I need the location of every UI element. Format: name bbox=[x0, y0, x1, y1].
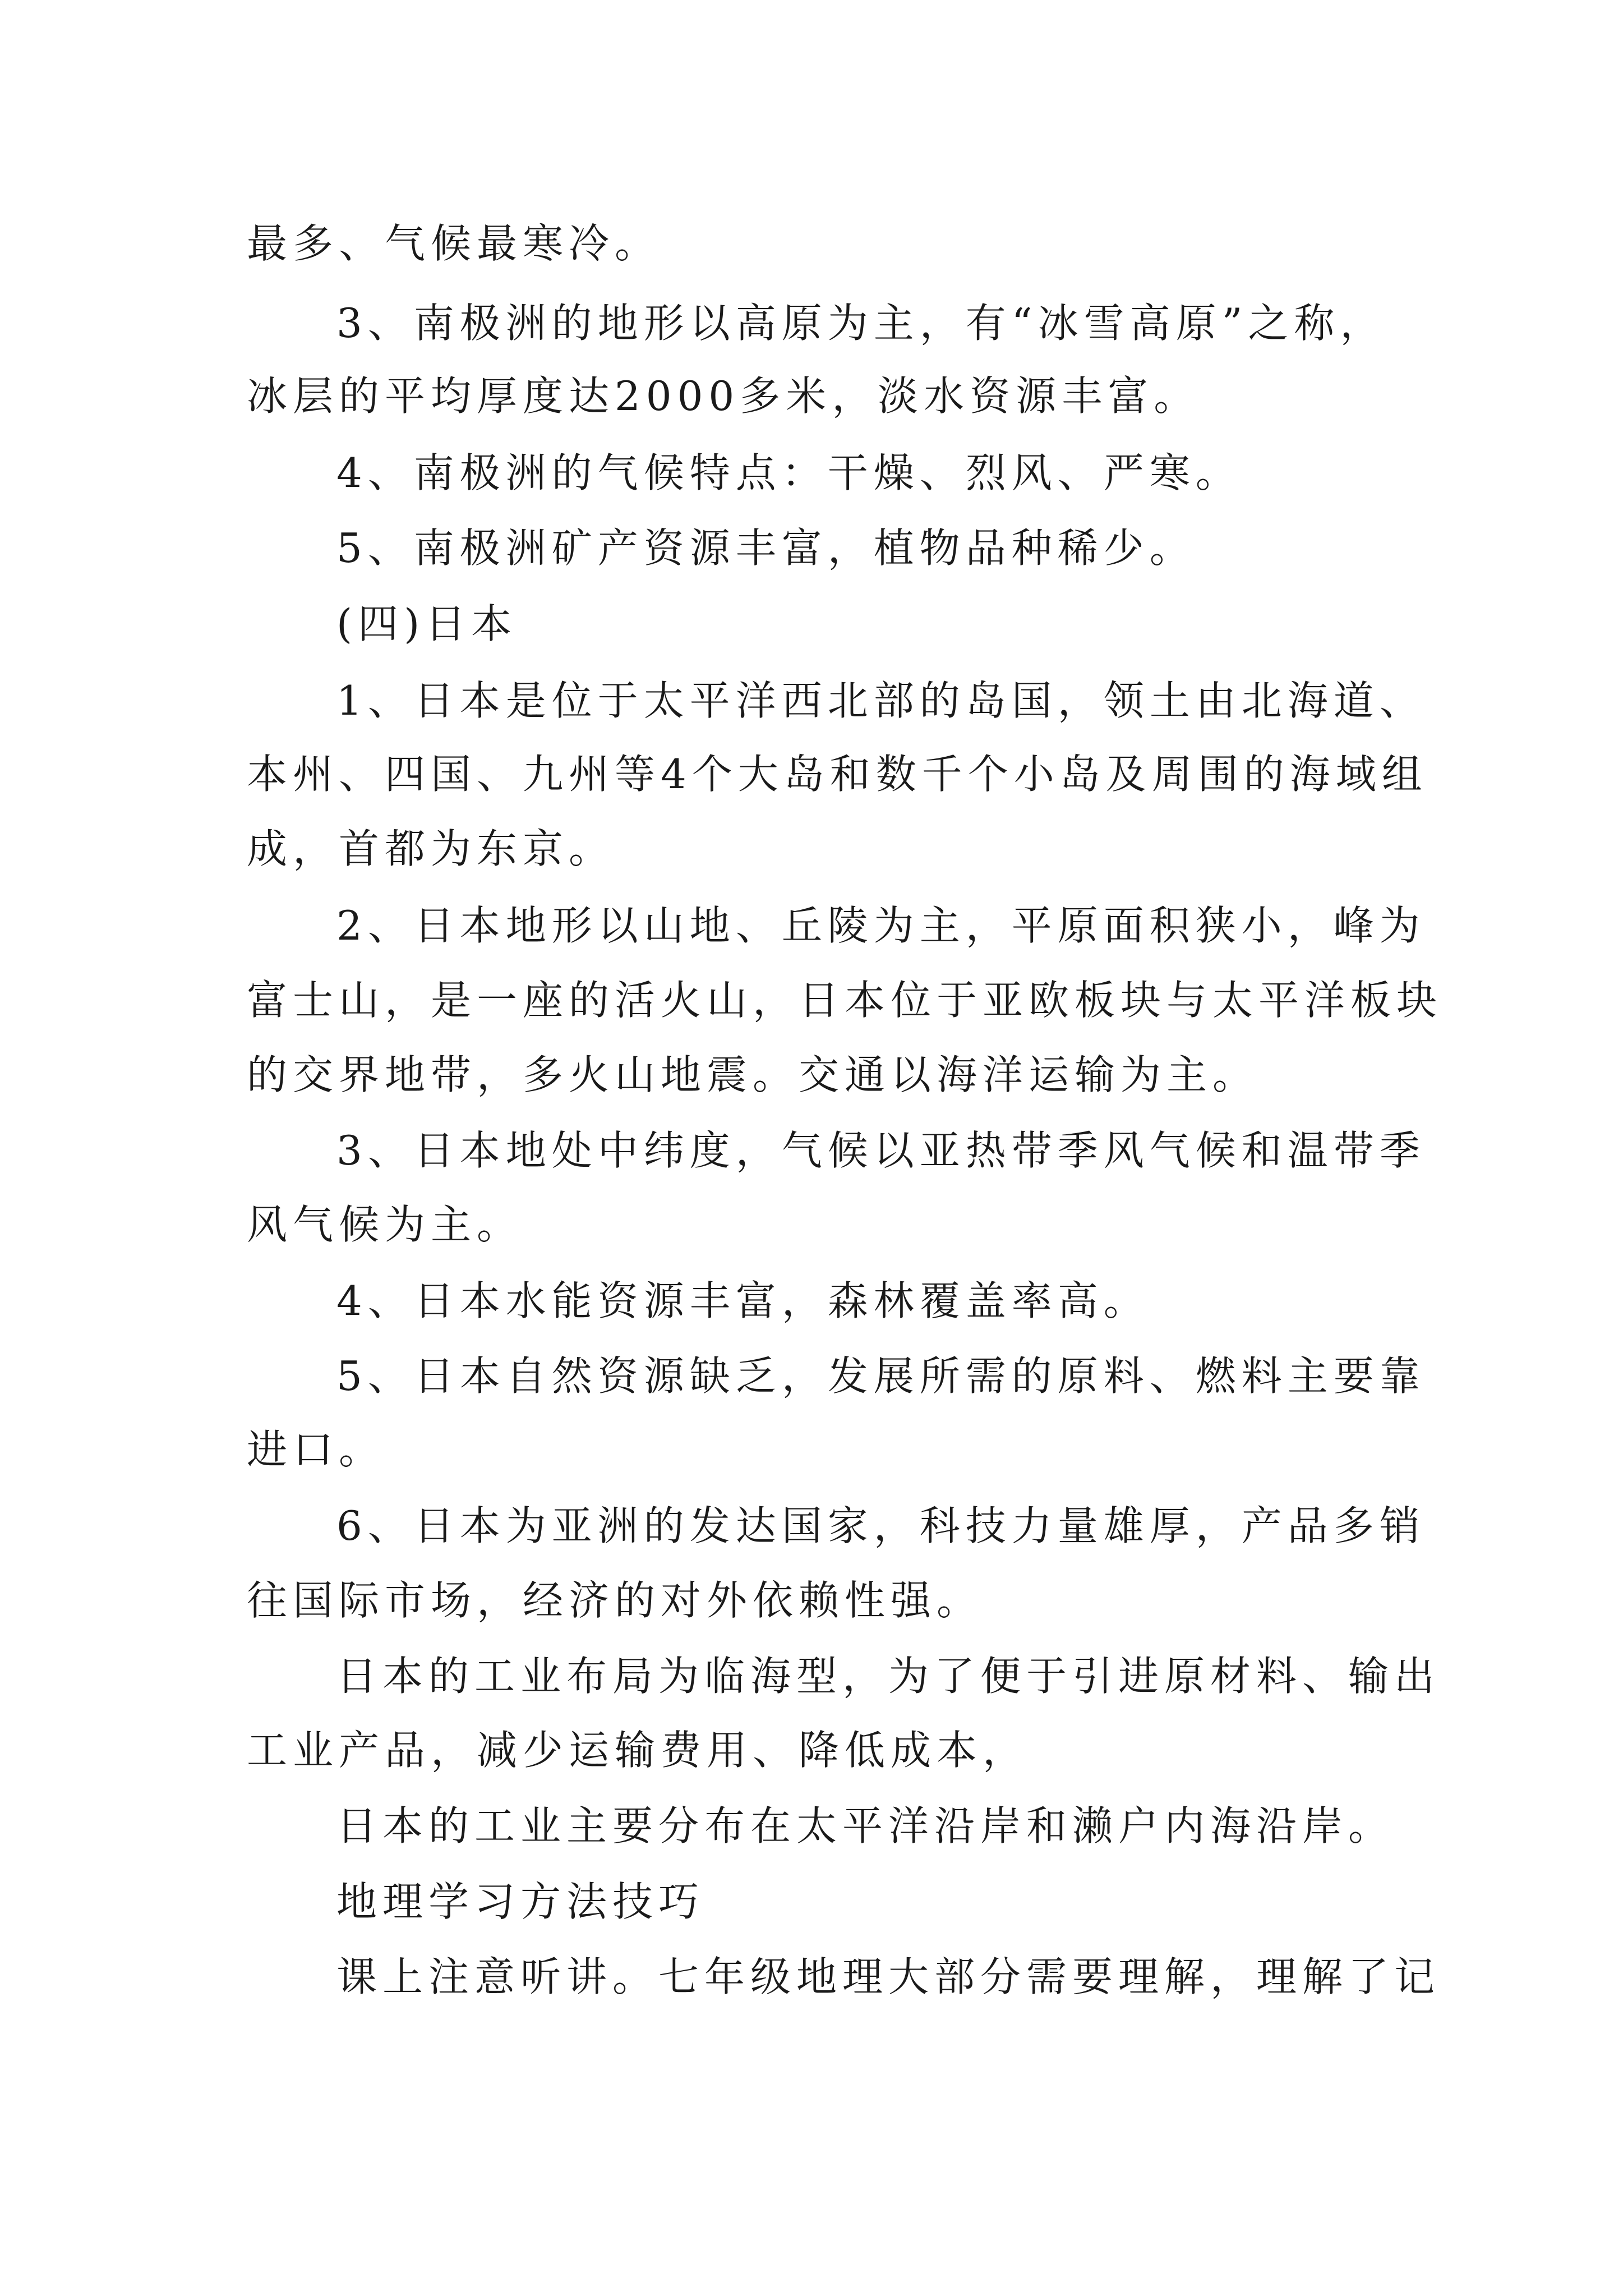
section-heading: (四)日本 bbox=[336, 600, 518, 647]
text-line: 富士山，是一座的活火山，日本位于亚欧板块与太平洋板块 bbox=[247, 977, 1443, 1024]
text-line: 3、日本地处中纬度，气候以亚热带季风气候和温带季 bbox=[336, 1127, 1426, 1174]
text-line: 2、日本地形以山地、丘陵为主，平原面积狭小，峰为 bbox=[336, 902, 1426, 949]
text-line: 6、日本为亚洲的发达国家，科技力量雄厚，产品多销 bbox=[336, 1502, 1426, 1549]
text-line: 冰层的平均厚度达2000多米，淡水资源丰富。 bbox=[247, 372, 1200, 420]
text-line: 日本的工业主要分布在太平洋沿岸和濑户内海沿岸。 bbox=[336, 1802, 1395, 1849]
text-line: 5、日本自然资源缺乏，发展所需的原料、燃料主要靠 bbox=[336, 1352, 1426, 1400]
text-line: 日本的工业布局为临海型，为了便于引进原材料、输出 bbox=[336, 1653, 1441, 1700]
text-line: 本州、四国、九州等4个大岛和数千个小岛及周围的海域组 bbox=[247, 751, 1428, 798]
text-line: 5、南极洲矿产资源丰富，植物品种稀少。 bbox=[336, 524, 1196, 572]
text-line: 往国际市场，经济的对外依赖性强。 bbox=[247, 1577, 983, 1624]
text-line: 课上注意听讲。七年级地理大部分需要理解，理解了记 bbox=[336, 1953, 1441, 2000]
text-line: 4、南极洲的气候特点：干燥、烈风、严寒。 bbox=[336, 449, 1242, 496]
text-line: 工业产品，减少运输费用、降低成本， bbox=[247, 1727, 1029, 1774]
text-line: 的交界地带，多火山地震。交通以海洋运输为主。 bbox=[247, 1051, 1259, 1098]
text-line: 风气候为主。 bbox=[247, 1201, 523, 1248]
text-line: 3、南极洲的地形以高原为主，有“冰雪高原”之称， bbox=[336, 300, 1386, 347]
section-heading: 地理学习方法技巧 bbox=[336, 1878, 705, 1925]
text-line: 进口。 bbox=[247, 1426, 385, 1473]
text-line: 最多、气候最寒冷。 bbox=[247, 220, 661, 267]
text-line: 4、日本水能资源丰富，森林覆盖率高。 bbox=[336, 1277, 1150, 1324]
text-line: 成，首都为东京。 bbox=[247, 825, 615, 872]
text-line: 1、日本是位于太平洋西北部的岛国，领土由北海道、 bbox=[336, 677, 1426, 724]
